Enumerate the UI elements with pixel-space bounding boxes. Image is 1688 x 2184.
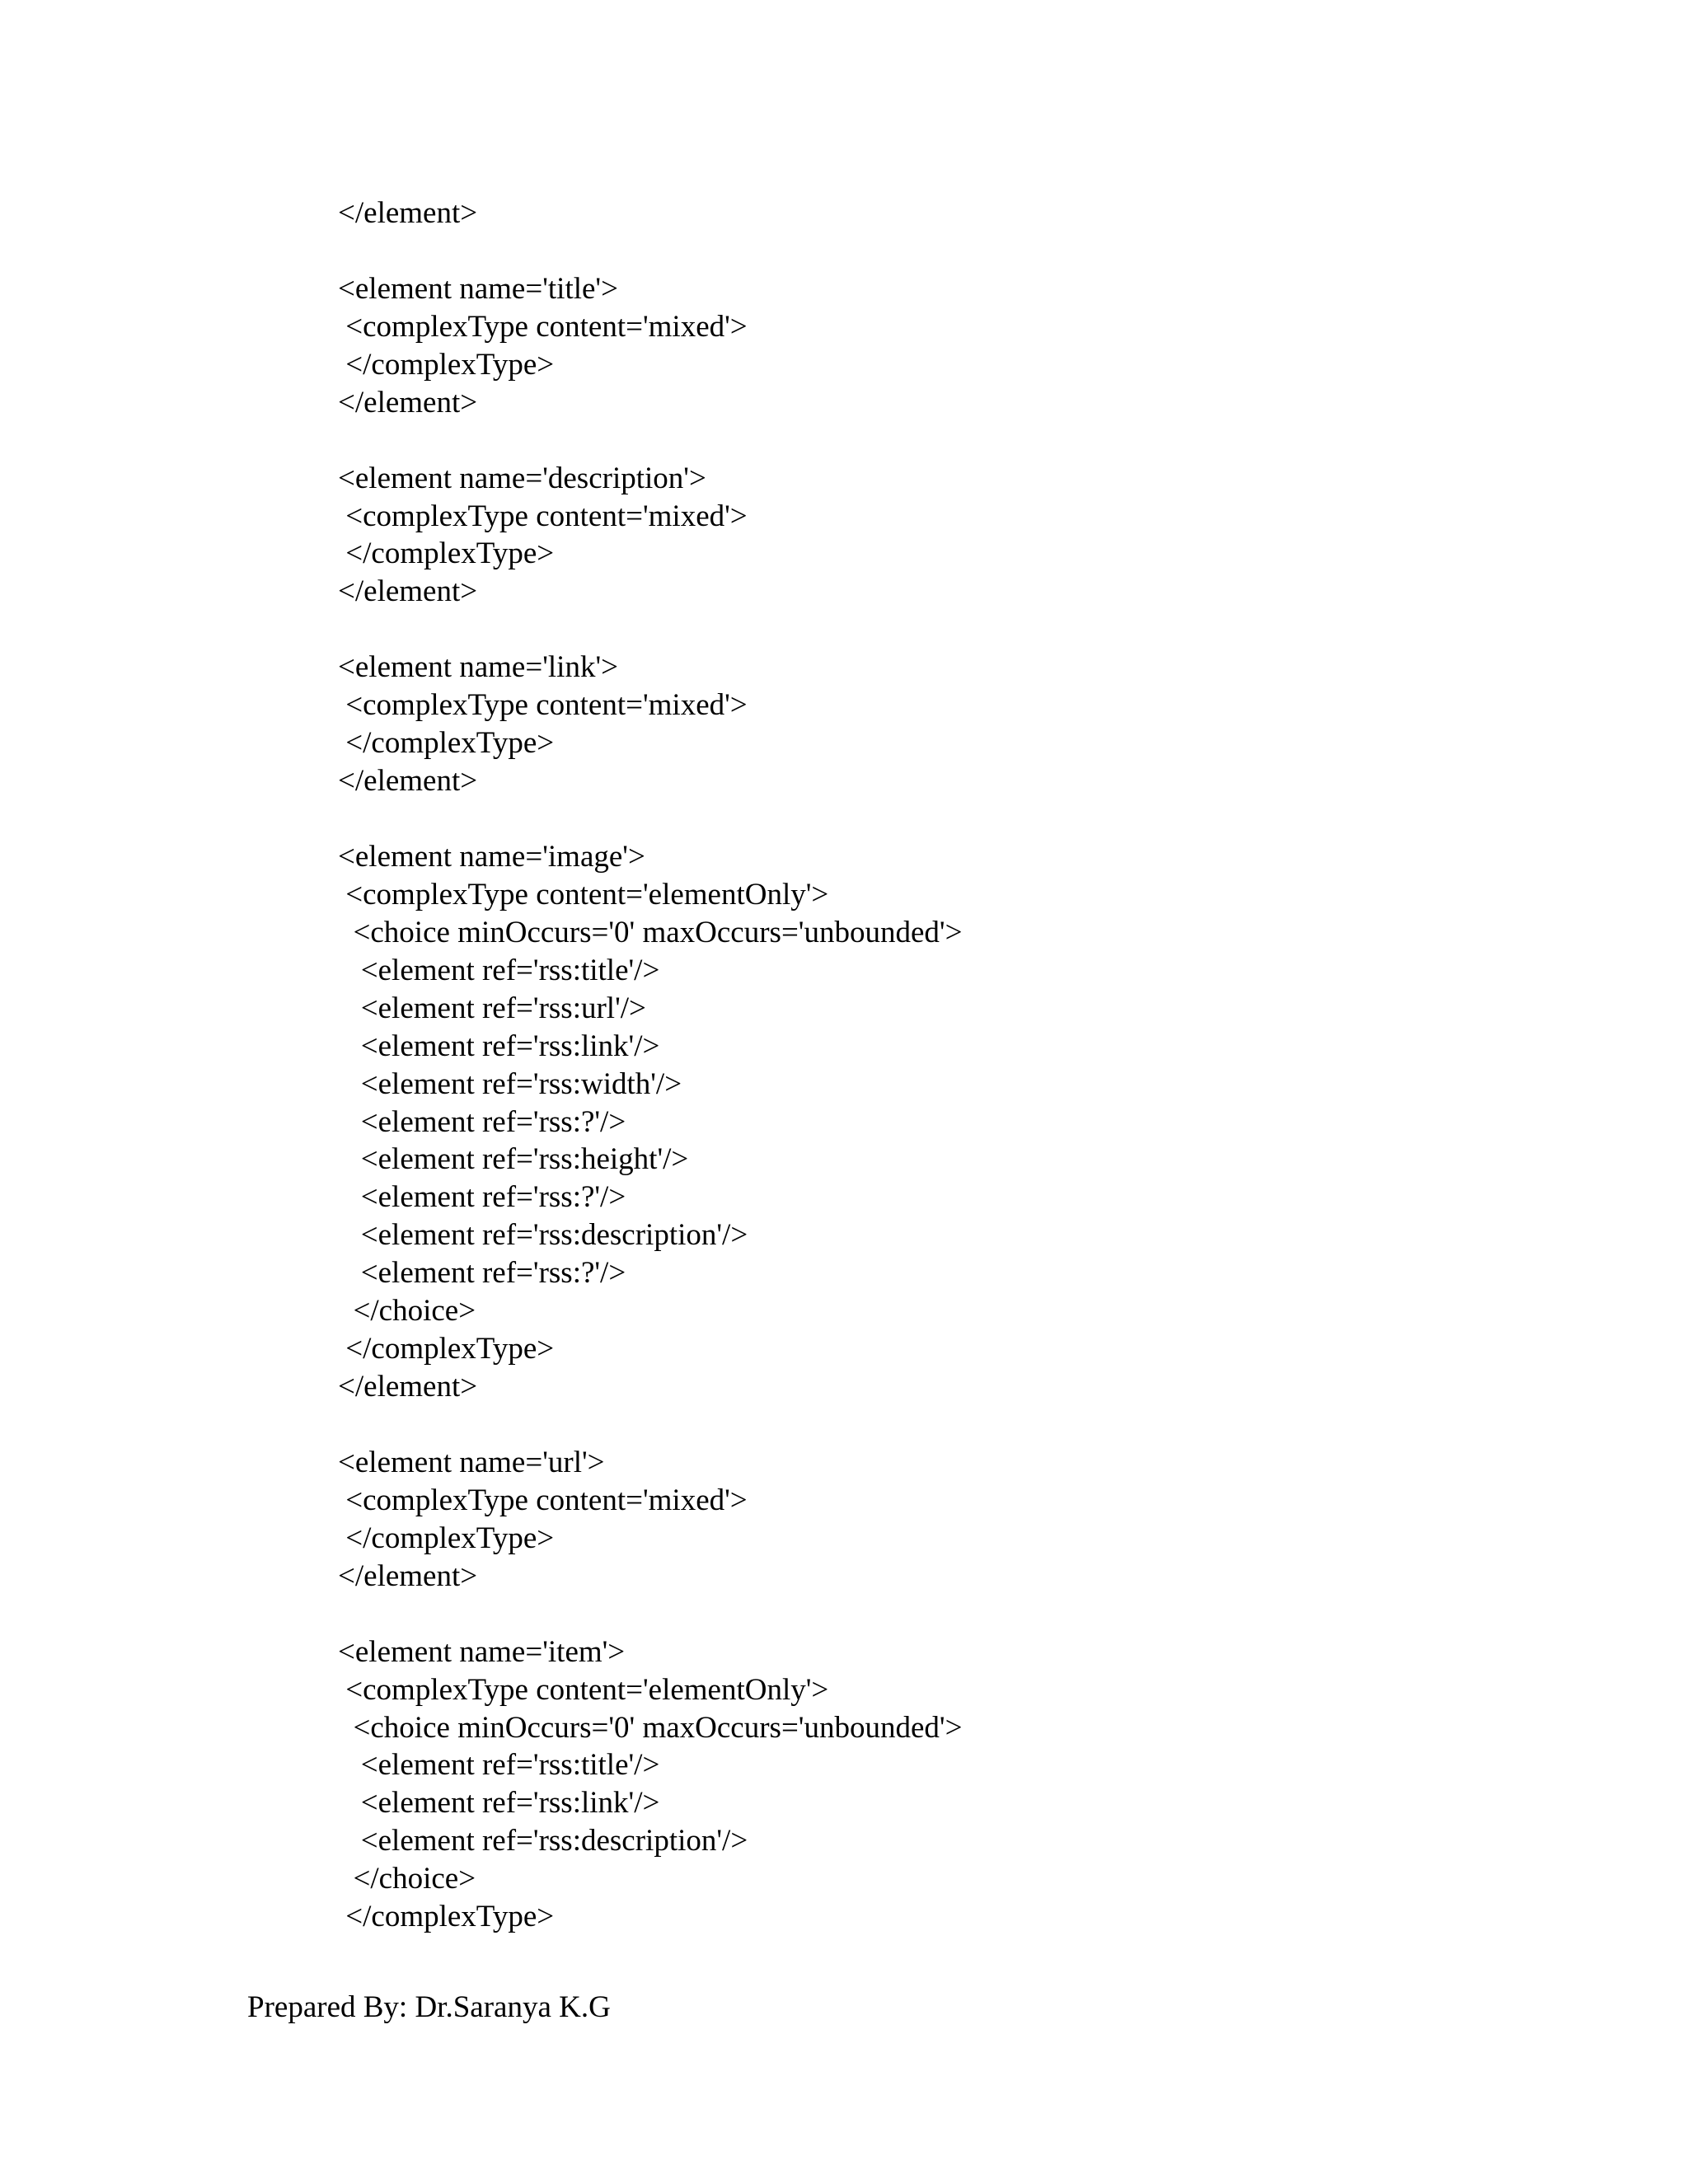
code-line: </element> bbox=[338, 1558, 478, 1593]
code-line: <element ref='rss:width'/> bbox=[338, 1066, 682, 1101]
code-line: <complexType content='mixed'> bbox=[338, 309, 748, 344]
code-line: <complexType content='mixed'> bbox=[338, 688, 748, 723]
code-line: <complexType content='mixed'> bbox=[338, 499, 748, 533]
code-line: <complexType content='elementOnly'> bbox=[338, 877, 829, 912]
code-line: <choice minOccurs='0' maxOccurs='unbounded'> bbox=[338, 1710, 963, 1745]
code-line: <element ref='rss:description'/> bbox=[338, 1218, 748, 1253]
code-line: <element ref='rss:link'/> bbox=[338, 1786, 660, 1821]
code-line: <element name='description'> bbox=[338, 461, 706, 495]
code-line bbox=[338, 1596, 1574, 1633]
code-line: <element ref='rss:?'/> bbox=[338, 1104, 626, 1139]
code-line: <element ref='rss:title'/> bbox=[338, 953, 660, 987]
code-line: <element name='item'> bbox=[338, 1634, 626, 1669]
code-line: </complexType> bbox=[338, 347, 555, 382]
code-line: <element ref='rss:url'/> bbox=[338, 991, 646, 1025]
xml-schema-code-block bbox=[338, 194, 1574, 1936]
code-line: </choice> bbox=[338, 1294, 476, 1329]
code-line: <element ref='rss:description'/> bbox=[338, 1824, 748, 1858]
code-line: </element> bbox=[338, 1370, 478, 1404]
code-line: <element ref='rss:?'/> bbox=[338, 1256, 626, 1291]
code-line bbox=[338, 800, 1574, 838]
code-line bbox=[338, 232, 1574, 270]
code-line bbox=[338, 611, 1574, 649]
code-line bbox=[338, 422, 1574, 460]
code-line: <complexType content='mixed'> bbox=[338, 1483, 748, 1517]
code-line: </element> bbox=[338, 196, 478, 230]
code-line: <element ref='rss:height'/> bbox=[338, 1142, 689, 1177]
code-line: <choice minOccurs='0' maxOccurs='unbounded'> bbox=[338, 915, 963, 949]
footer-author-credit: Prepared By: Dr.Saranya K.G bbox=[247, 1990, 611, 2024]
code-line: </element> bbox=[338, 574, 478, 609]
code-line: </complexType> bbox=[338, 537, 555, 571]
code-line: </complexType> bbox=[338, 1900, 555, 1934]
code-line: <complexType content='elementOnly'> bbox=[338, 1672, 829, 1707]
code-line: <element ref='rss:?'/> bbox=[338, 1180, 626, 1215]
code-line: <element name='link'> bbox=[338, 650, 618, 685]
code-line: <element name='image'> bbox=[338, 839, 645, 874]
code-line: <element ref='rss:link'/> bbox=[338, 1029, 660, 1063]
code-line: </choice> bbox=[338, 1862, 476, 1896]
code-line: <element ref='rss:title'/> bbox=[338, 1748, 660, 1783]
code-line: <element name='url'> bbox=[338, 1445, 605, 1479]
code-line bbox=[338, 1406, 1574, 1444]
code-line: </complexType> bbox=[338, 1521, 555, 1555]
code-line: </complexType> bbox=[338, 1332, 555, 1366]
code-line: </element> bbox=[338, 764, 478, 799]
code-line: </complexType> bbox=[338, 726, 555, 761]
code-line: </element> bbox=[338, 385, 478, 419]
code-line: <element name='title'> bbox=[338, 271, 618, 306]
